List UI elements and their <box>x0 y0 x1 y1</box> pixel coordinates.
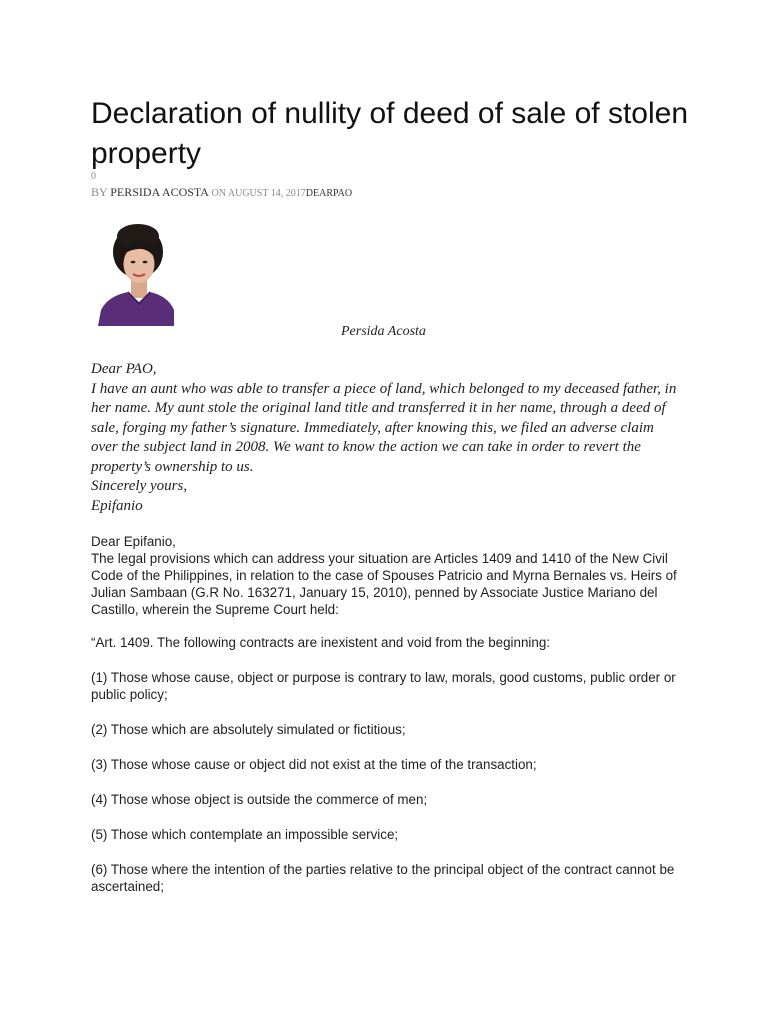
void-contracts-list <box>91 669 681 895</box>
reader-letter <box>91 360 681 516</box>
article-1409-heading: “Art. 1409. The following contracts are inexistent and void from the beginning: <box>91 635 551 650</box>
publish-date: AUGUST 14, 2017 <box>227 188 306 199</box>
byline-on: ON <box>208 188 228 199</box>
letter-signature: Epifanio <box>91 497 143 514</box>
comment-count[interactable]: 0 <box>91 171 96 182</box>
author-portrait-image <box>98 222 174 326</box>
list-item: (6) Those where the intention of the parties relative to the principal object of the contract cannot be ascertained; <box>91 862 675 894</box>
letter-body: I have an aunt who was able to transfer a piece of land, which belonged to my deceased father, in her name. My aunt stole the original land title and transferred it in her name, through a deed of sale, forging my father’s signature. Immediately, after knowing this, we filed an adverse claim over the subject land in 2008. We want to know the action we can take in order to revert the property’s ownership to us. <box>91 380 677 475</box>
author-link[interactable]: PERSIDA ACOSTA <box>110 185 209 199</box>
author-photo <box>98 222 174 326</box>
pao-reply <box>91 533 681 895</box>
list-item: (4) Those whose object is outside the commerce of men; <box>91 792 428 807</box>
reply-intro: The legal provisions which can address your situation are Articles 1409 and 1410 of the New Civil Code of the Philippines, in relation to the case of Spouses Patricio and Myrna Bernales vs. Heirs of Julian Sambaan (G.R No. 163271, January 15, 2010), penned by Associate Justice Mariano del Castillo, wherein the Supreme Court held: <box>91 551 677 617</box>
reply-salutation: Dear Epifanio, <box>91 534 176 549</box>
list-item: (5) Those which contemplate an impossible service; <box>91 827 399 842</box>
list-item: (3) Those whose cause or object did not exist at the time of the transaction; <box>91 757 537 772</box>
list-item: (1) Those whose cause, object or purpose is contrary to law, morals, good customs, public order or public policy; <box>91 670 676 702</box>
category-link[interactable]: DEARPAO <box>305 188 353 199</box>
article-title: Declaration of nullity of deed of sale of stolen property <box>91 97 689 170</box>
letter-salutation: Dear PAO, <box>91 361 157 377</box>
letter-closing: Sincerely yours, <box>91 478 188 494</box>
byline <box>91 185 352 200</box>
byline-by: BY <box>91 185 111 199</box>
photo-caption: Persida Acosta <box>341 324 426 339</box>
list-item: (2) Those which are absolutely simulated or fictitious; <box>91 722 406 737</box>
